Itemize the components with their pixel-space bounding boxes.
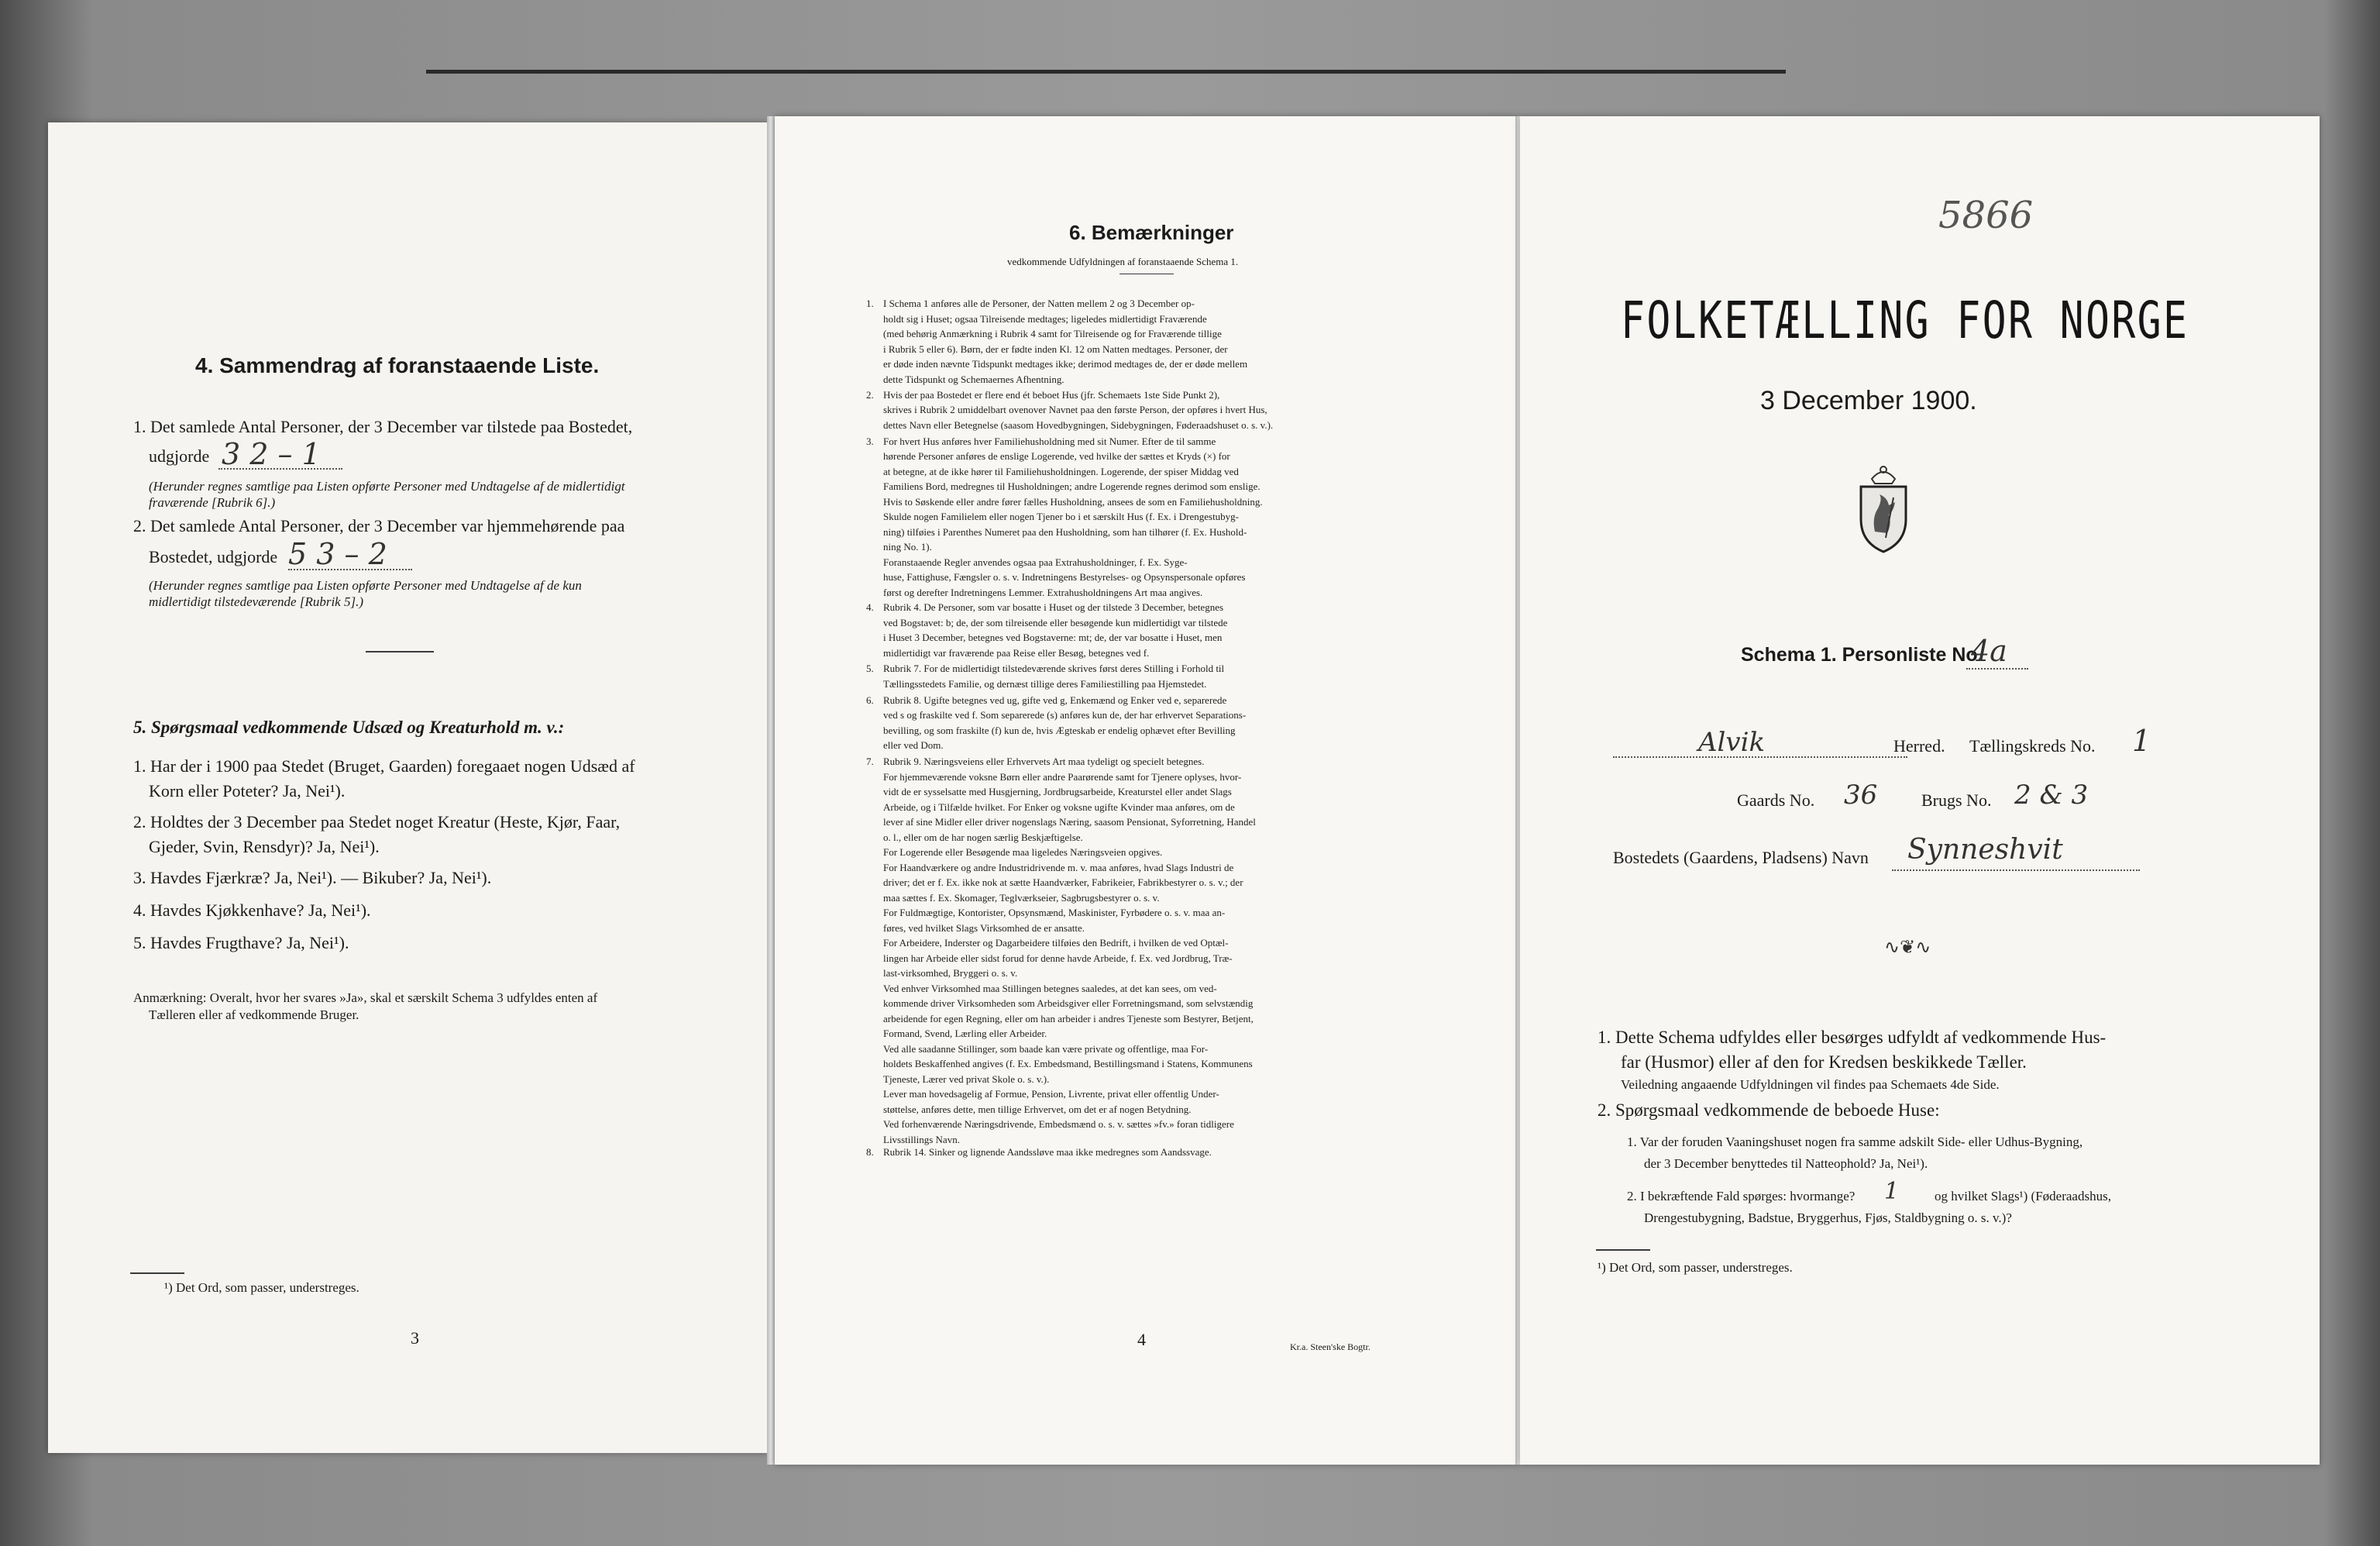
kreds-value: 1 — [2132, 724, 2151, 758]
section5-title: 5. Spørgsmaal vedkommende Udsæd og Kreaturhold m. v.: — [133, 718, 565, 737]
remark-item — [866, 754, 1480, 1147]
remark-line: vidt de er sysselsatte med Husgjerning, Jordbrugsarbeide, Kreaturstel eller andet Slags — [883, 786, 1232, 797]
section4-q1-line1: 1. Det samlede Antal Personer, der 3 December var tilstede paa Bostedet, — [133, 417, 633, 436]
remark-line: Tællingsstedets Familie, og dernæst tillige deres Familiestilling paa Hjemstedet. — [883, 677, 1207, 690]
house-q2-count: 1 — [1884, 1178, 1900, 1205]
section5-q1-line1: 1. Har der i 1900 paa Stedet (Bruget, Gaarden) foregaaet nogen Udsæd af — [133, 756, 635, 776]
right-page — [1520, 116, 2320, 1465]
remark-line: holdets Beskaffenhed angives (f. Ex. Embedsmand, Bestillingsmand i Statens, Kommunens — [883, 1058, 1253, 1069]
footnote-rule — [130, 1272, 184, 1274]
remark-line: holdt sig i Huset; ogsaa Tilreisende medtages; ligeledes midlertidigt Fraværende — [883, 312, 1207, 325]
remark-item — [866, 600, 1480, 660]
remark-line: last-virksomhed, Bryggeri o. s. v. — [883, 967, 1018, 979]
remark-line: o. l., eller om de har nogen særlig Beskjæftigelse. — [883, 831, 1083, 843]
remark-line: kommende driver Virksomheden som Arbeidsgiver eller Forretningsmand, som selvstændig — [883, 997, 1254, 1009]
remark-line: ning) tilføies i Parenthes Numeret paa den Husholdning, som han tilhører (f. Ex. Hushold- — [883, 525, 1247, 538]
remark-line: midlertidigt var fraværende paa Reise eller Besøg, betegnes ved f. — [883, 646, 1150, 659]
remark-number: 1. — [866, 298, 874, 309]
remark-line: hørende Personer anføres de enslige Logerende, ved hvilke der sættes et Kryds (×) for — [883, 450, 1230, 463]
remark-line: huse, Fattighuse, Fængsler o. s. v. Indretningens Bestyrelses- og Opsynspersonale opføres — [883, 571, 1246, 584]
section4-q1-prefix: udgjorde — [149, 446, 210, 466]
remark-line: driver; det er f. Ex. ikke nok at sætte Haandværker, Fabrikeier, Fabrikbestyrer o. s. v.; der — [883, 876, 1243, 888]
section4-title: 4. Sammendrag af foranstaaende Liste. — [195, 353, 600, 377]
house-q2-line2: Drengestubygning, Badstue, Bryggerhus, Fjøs, Staldbygning o. s. v.)? — [1644, 1210, 2012, 1225]
gaards-label: Gaards No. — [1737, 790, 1815, 810]
section4-q2-fill-line — [288, 569, 412, 570]
section4-q2-handwritten: 5 3 – 2 — [288, 537, 387, 571]
remark-line: lingen har Arbeide eller sidst forud for denne havde Arbeide, f. Ex. ved Jordbrug, Træ- — [883, 952, 1233, 964]
instruction-1-note: Veiledning angaaende Udfyldningen vil findes paa Schemaets 4de Side. — [1621, 1077, 2000, 1092]
norway-coat-of-arms-icon — [1853, 463, 1914, 553]
page-number-4: 4 — [1137, 1330, 1146, 1349]
gaards-value: 36 — [1844, 780, 1878, 811]
bemaerkninger-title: 6. Bemærkninger — [1069, 221, 1234, 244]
remark-line: Rubrik 8. Ugifte betegnes ved ug, gifte ved g, Enkemænd og Enker ved e, separerede — [883, 694, 1227, 706]
section5-note-line2: Tælleren eller af vedkommende Bruger. — [149, 1007, 359, 1022]
remark-line: dette Tidspunkt og Schemaernes Afhentning. — [883, 373, 1064, 385]
remark-line: Rubrik 4. De Personer, som var bosatte i Huset og der tilstede 3 December, betegnes — [883, 601, 1224, 613]
bemaerkninger-subtitle: vedkommende Udfyldningen af foranstaaende Schema 1. — [1007, 256, 1239, 267]
left-page — [48, 122, 769, 1453]
brugs-value: 2 & 3 — [2014, 780, 2089, 811]
remark-line: eller ved Dom. — [883, 739, 944, 752]
remark-line: For Fuldmægtige, Kontorister, Opsynsmænd, Maskinister, Fyrbødere o. s. v. maa an- — [883, 907, 1226, 918]
remark-line: maa sættes f. Ex. Skomager, Teglværkseier, Sagbrugsbestyrer o. s. v. — [883, 891, 1160, 904]
bosted-value: Synneshvit — [1907, 834, 2063, 866]
remark-line: (med behørig Anmærkning i Rubrik 4 samt for Tilreisende og for Fraværende tillige — [883, 328, 1222, 339]
remark-line: Familiens Bord, medregnes til Husholdningen; andre Logerende regnes derimod som enslige. — [883, 480, 1261, 493]
remark-number: 2. — [866, 388, 874, 401]
remark-line: For hvert Hus anføres hver Familiehusholdning med sit Numer. Efter de til samme — [883, 435, 1216, 447]
remark-number: 8. — [866, 1145, 874, 1158]
middle-page — [775, 116, 1518, 1465]
remark-number: 7. — [866, 756, 874, 767]
remark-line: lever af sine Midler eller driver nogenslags Næring, saasom Pensionat, Syforretning, Handel — [883, 816, 1256, 828]
remark-line: Ved alle saadanne Stillinger, som baade kan være private og offentlige, maa For- — [883, 1042, 1209, 1055]
section5-q4: 4. Havdes Kjøkkenhave? Ja, Nei¹). — [133, 900, 371, 920]
remark-line: Rubrik 9. Næringsveiens eller Erhvervets Art maa tydeligt og specielt betegnes. — [883, 756, 1205, 767]
section4-q2-note-line1: (Herunder regnes samtlige paa Listen opførte Personer med Undtagelse af de kun — [149, 578, 582, 593]
section4-q1-fill-line — [218, 468, 342, 470]
schema-number: 4a — [1971, 634, 2007, 668]
remark-line: Tjeneste, Lærer ved privat Skole o. s. v.). — [883, 1073, 1050, 1085]
section4-q2-line1: 2. Det samlede Antal Personer, der 3 December var hjemmehørende paa — [133, 516, 625, 535]
section4-q1-note-line2: fraværende [Rubrik 6].) — [149, 495, 276, 510]
remark-line: ved Bogstavet: b; de, der som tilreisende eller besøgende kun midlertidigt var tilstede — [883, 616, 1228, 628]
brugs-label: Brugs No. — [1921, 790, 1992, 810]
remark-line: Hvis der paa Bostedet er flere end ét beboet Hus (jfr. Schemaets 1ste Side Punkt 2), — [883, 388, 1220, 401]
house-q2-line1: 2. I bekræftende Fald spørges: hvormange? — [1627, 1189, 1856, 1203]
kreds-label: Tællingskreds No. — [1969, 736, 2096, 756]
instruction-1-line2: far (Husmor) eller af den for Kredsen beskikkede Tæller. — [1621, 1052, 2027, 1072]
remark-number: 3. — [866, 435, 874, 447]
remark-item — [866, 693, 1480, 753]
page-number-3: 3 — [411, 1328, 419, 1348]
section4-q1-handwritten: 3 2 – 1 — [222, 437, 321, 471]
section5-q3: 3. Havdes Fjærkræ? Ja, Nei¹). — Bikuber? Ja, Nei¹). — [133, 868, 492, 887]
right-footnote-rule — [1596, 1249, 1650, 1251]
section5-q2-line1: 2. Holdtes der 3 December paa Stedet noget Kreatur (Heste, Kjør, Faar, — [133, 812, 621, 832]
remark-line: Rubrik 14. Sinker og lignende Aandssløve maa ikke medregnes som Aandssvage. — [883, 1145, 1212, 1158]
remark-line: Skulde nogen Familielem eller nogen Tjener bo i et særskilt Hus (f. Ex. i Drengestubyg- — [883, 511, 1240, 523]
printer-mark: Kr.a. Steen'ske Bogtr. — [1290, 1341, 1371, 1352]
remark-item — [866, 1145, 1480, 1160]
remark-line: er døde inden nævnte Tidspunkt medtages ikke; derimod medtages de, der er døde mellem — [883, 358, 1248, 370]
remark-line: Rubrik 7. For de midlertidigt tilstedeværende skrives først deres Stilling i Forhold til — [883, 663, 1225, 675]
remark-line: i Rubrik 5 eller 6). Børn, der er fødte inden Kl. 12 om Natten medtages. Personer, der — [883, 343, 1228, 355]
herred-label: Herred. — [1893, 736, 1945, 756]
right-footnote: ¹) Det Ord, som passer, understreges. — [1598, 1260, 1793, 1275]
footnote: ¹) Det Ord, som passer, understreges. — [164, 1280, 359, 1295]
section5-q5: 5. Havdes Frugthave? Ja, Nei¹). — [133, 933, 349, 952]
remark-line: Formand, Svend, Lærling eller Arbeider. — [883, 1028, 1047, 1039]
remark-number: 6. — [866, 694, 874, 706]
schema-fill-line — [1966, 668, 2028, 670]
remark-line: bevilling, og som fraskilte (f) kun de, hvis Ægteskab er endelig ophævet efter Bevilling — [883, 724, 1236, 736]
remark-line: Lever man hovedsagelig af Formue, Pension, Livrente, privat eller offentlig Under- — [883, 1088, 1219, 1100]
schema-label: Schema 1. Personliste No. — [1741, 644, 1983, 666]
remark-line: Hvis to Søskende eller andre fører fælles Husholdning, ansees de som en Familiehusholdning. — [883, 495, 1263, 508]
binding-rule — [426, 70, 1786, 74]
remark-line: ved s og fraskilte ved f. Som separerede (s) anføres kun de, der har erhvervet Separations- — [883, 709, 1247, 721]
remark-line: Ved forhenværende Næringsdrivende, Embedsmænd o. s. v. sættes »fv.» foran tidligere — [883, 1118, 1234, 1130]
remark-item — [866, 434, 1480, 601]
remark-line: For hjemmeværende voksne Børn eller andre Paarørende samt for Tjenere oplyses, hvor- — [883, 770, 1242, 783]
herred-value: Alvik — [1698, 727, 1766, 758]
bosted-label: Bostedets (Gaardens, Pladsens) Navn — [1613, 848, 1869, 867]
census-date: 3 December 1900. — [1760, 386, 1977, 415]
remark-line: i Huset 3 December, betegnes ved Bogstaverne: mt; de, der var bosatte i Huset, men — [883, 632, 1223, 643]
section5-note-line1: Anmærkning: Overalt, hvor her svares »Ja», skal et særskilt Schema 3 udfyldes enten af — [133, 990, 598, 1005]
section5-q2-line2: Gjeder, Svin, Rensdyr)? Ja, Nei¹). — [149, 837, 380, 856]
section4-q2-prefix: Bostedet, udgjorde — [149, 547, 278, 566]
remark-line: ning No. 1). — [883, 541, 932, 553]
house-q1-line2: der 3 December benyttedes til Natteophold? Ja, Nei¹). — [1644, 1156, 1928, 1171]
section-divider — [366, 651, 434, 652]
house-q1-line1: 1. Var der foruden Vaaningshuset nogen fra samme adskilt Side- eller Udhus-Bygning, — [1627, 1135, 2083, 1149]
remark-line: at betegne, at de ikke hører til Familiehusholdningen. Logerende, der spiser Middag ved — [883, 465, 1239, 477]
remark-line: Livsstillings Navn. — [883, 1133, 960, 1145]
instruction-2: 2. Spørgsmaal vedkommende de beboede Huse: — [1598, 1100, 1940, 1120]
remark-line: dettes Navn eller Betegnelse (saasom Hovedbygningen, Sidebygningen, Føderaadshuset o. s. v.). — [883, 418, 1274, 431]
remark-number: 4. — [866, 601, 874, 613]
remark-number: 5. — [866, 663, 874, 675]
section4-q2-note-line2: midlertidigt tilstedeværende [Rubrik 5].) — [149, 594, 363, 609]
remark-line: arbeidende for egen Regning, eller om han arbeider i andres Tjeneste som Bestyrer, Betjent, — [883, 1012, 1254, 1024]
section5-q1-line2: Korn eller Poteter? Ja, Nei¹). — [149, 781, 346, 801]
remark-item — [866, 387, 1480, 433]
ornament-icon: ∿❦∿ — [1884, 938, 1931, 958]
instruction-1-line1: 1. Dette Schema udfyldes eller besørges udfyldt af vedkommende Hus- — [1598, 1028, 2107, 1047]
remark-line: Arbeide, og i Tilfælde hvilket. For Enker og voksne ugifte Kvinder maa anføres, om de — [883, 801, 1235, 813]
folketaelling-title: FOLKETÆLLING FOR NORGE — [1621, 291, 2189, 350]
section4-q1-note-line1: (Herunder regnes samtlige paa Listen opførte Personer med Undtagelse af de midlertidigt — [149, 479, 625, 494]
remark-line: Foranstaaende Regler anvendes ogsaa paa Extrahusholdninger, f. Ex. Syge- — [883, 556, 1188, 568]
archive-number: 5866 — [1938, 194, 2034, 237]
remark-line: For Haandværkere og andre Industridrivende m. v. maa anføres, hvad Slags Industri de — [883, 861, 1234, 873]
remark-line: Ved enhver Virksomhed maa Stillingen betegnes saaledes, at det kan sees, om ved- — [883, 982, 1217, 994]
remark-line: føres, ved hvilket Slags Virksomhed de er ansatte. — [883, 921, 1085, 934]
remark-line: For Logerende eller Besøgende maa ligeledes Næringsveien opgives. — [883, 846, 1163, 858]
remark-item — [866, 661, 1480, 691]
gutter-left — [767, 116, 775, 1465]
house-q2-line1-suffix: og hvilket Slags¹) (Føderaadshus, — [1935, 1189, 2111, 1203]
remark-line: For Arbeidere, Inderster og Dagarbeidere tilføies den Bedrift, i hvilken de ved Optæl- — [883, 937, 1229, 949]
remark-line: først og derefter Indretningens Lemmer. Extrahusholdningens Art maa angives. — [883, 586, 1203, 598]
remark-line: støttelse, anføres dette, men tillige Erhvervet, om det er af nogen Betydning. — [883, 1103, 1192, 1115]
remark-line: skrives i Rubrik 2 umiddelbart ovenover Navnet paa den første Person, der opføres i hvert Hus, — [883, 404, 1267, 416]
remark-item — [866, 296, 1480, 387]
remark-line: I Schema 1 anføres alle de Personer, der Natten mellem 2 og 3 December op- — [883, 298, 1195, 309]
bosted-fill-line — [1892, 869, 2140, 871]
